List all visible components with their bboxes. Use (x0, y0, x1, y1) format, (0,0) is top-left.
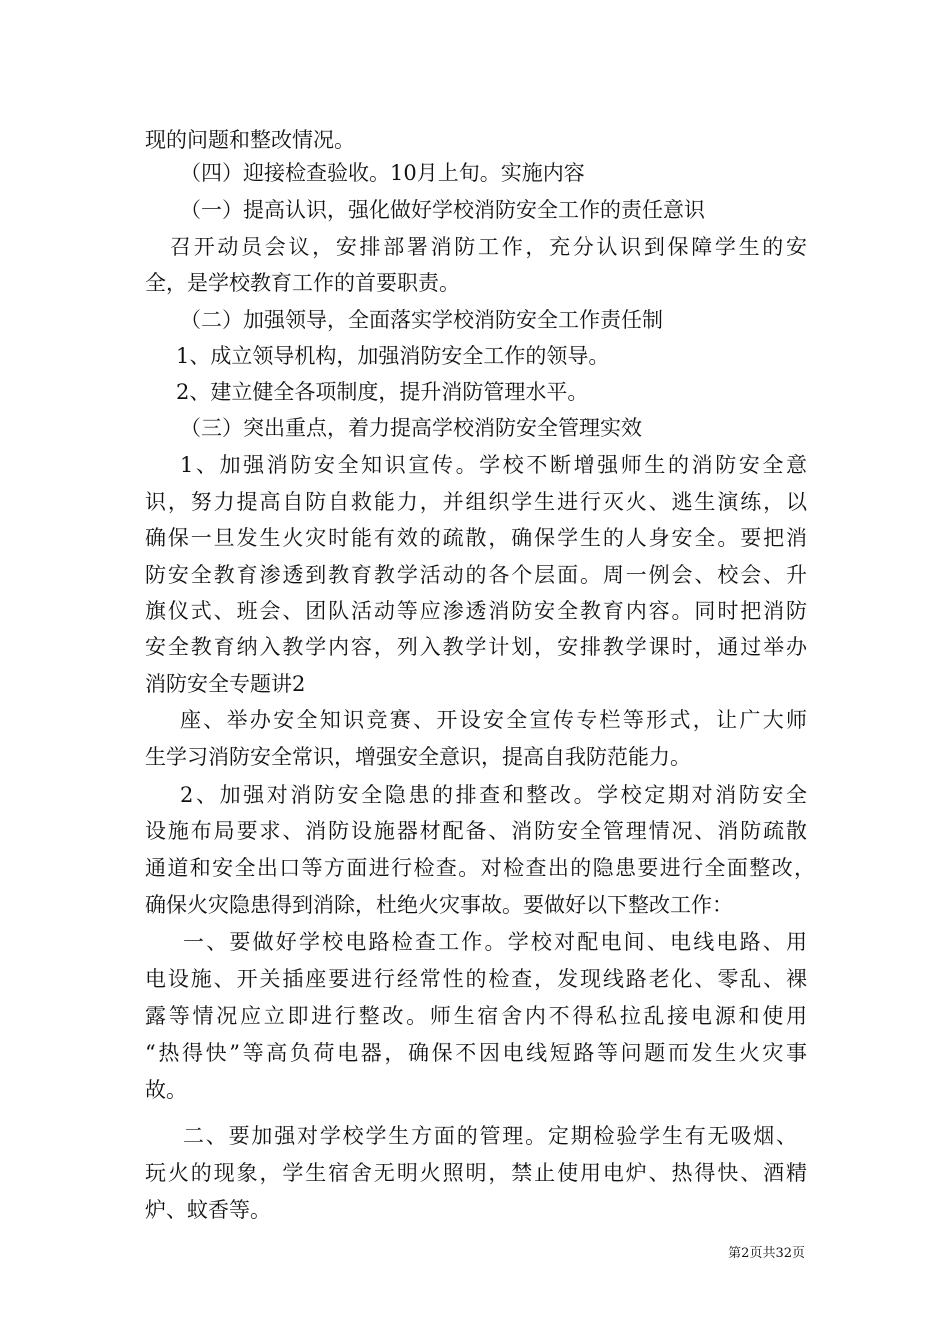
text-line: 座、举办安全知识竞赛、开设安全宣传专栏等形式，让广大师 (180, 708, 807, 732)
text-line: 露等情况应立即进行整改。师生宿舍内不得私拉乱接电源和使用 (145, 1004, 807, 1028)
text-line: 召开动员会议，安排部署消防工作，充分认识到保障学生的安 (170, 235, 807, 259)
text-line: 防安全教育渗透到教育教学活动的各个层面。周一例会、校会、升 (145, 563, 807, 587)
text-line: 一、要做好学校电路检查工作。学校对配电间、电线电路、用 (183, 930, 807, 954)
text-line: 1、成立领导机构，加强消防安全工作的领导。 (176, 344, 610, 368)
text-line: 全，是学校教育工作的首要职责。 (145, 271, 460, 295)
text-line: 生学习消防安全常识，增强安全意识，提高自我防范能力。 (145, 745, 691, 769)
text-line: 2、加强对消防安全隐患的排查和整改。学校定期对消防安全 (180, 783, 807, 807)
text-line: 设施布局要求、消防设施器材配备、消防安全管理情况、消防疏散 (145, 819, 807, 843)
text-line: 确保一旦发生火灾时能有效的疏散，确保学生的人身安全。要把消 (145, 526, 807, 550)
text-line: 消防安全专题讲2 (145, 672, 306, 696)
text-line: 1、加强消防安全知识宣传。学校不断增强师生的消防安全意 (180, 453, 807, 477)
text-line: 识，努力提高自防自救能力，并组织学生进行灭火、逃生演练，以 (145, 490, 807, 514)
text-line: 炉、蚊香等。 (145, 1198, 271, 1222)
section-heading: （四）迎接检查验收。10月上旬。实施内容 (180, 161, 585, 185)
section-heading: （二）加强领导，全面落实学校消防安全工作责任制 (180, 308, 663, 332)
text-line: 旗仪式、班会、团队活动等应渗透消防安全教育内容。同时把消防 (145, 599, 807, 623)
text-line: 现的问题和整改情况。 (145, 128, 355, 152)
text-line: “热得快”等高负荷电器，确保不因电线短路等问题而发生火灾事 (145, 1041, 807, 1065)
text-line: 2、建立健全各项制度，提升消防管理水平。 (176, 380, 589, 404)
text-line: 确保火灾隐患得到消除，杜绝火灾事故。要做好以下整改工作： (145, 893, 733, 917)
text-line: 通道和安全出口等方面进行检查。对检查出的隐患要进行全面整改， (145, 856, 815, 880)
page-number-footer: 第2页共32页 (728, 1246, 805, 1261)
text-line: 玩火的现象，学生宿舍无明火照明，禁止使用电炉、热得快、酒精 (145, 1161, 807, 1185)
text-line: 安全教育纳入教学内容，列入教学计划，安排教学课时，通过举办 (145, 635, 807, 659)
text-line: 电设施、开关插座要进行经常性的检查，发现线路老化、零乱、裸 (145, 967, 807, 991)
section-heading: （一）提高认识，强化做好学校消防安全工作的责任意识 (180, 198, 705, 222)
text-line: 故。 (145, 1078, 187, 1102)
section-heading: （三）突出重点，着力提高学校消防安全管理实效 (180, 416, 642, 440)
text-line: 二、要加强对学校学生方面的管理。定期检验学生有无吸烟、 (183, 1124, 797, 1148)
